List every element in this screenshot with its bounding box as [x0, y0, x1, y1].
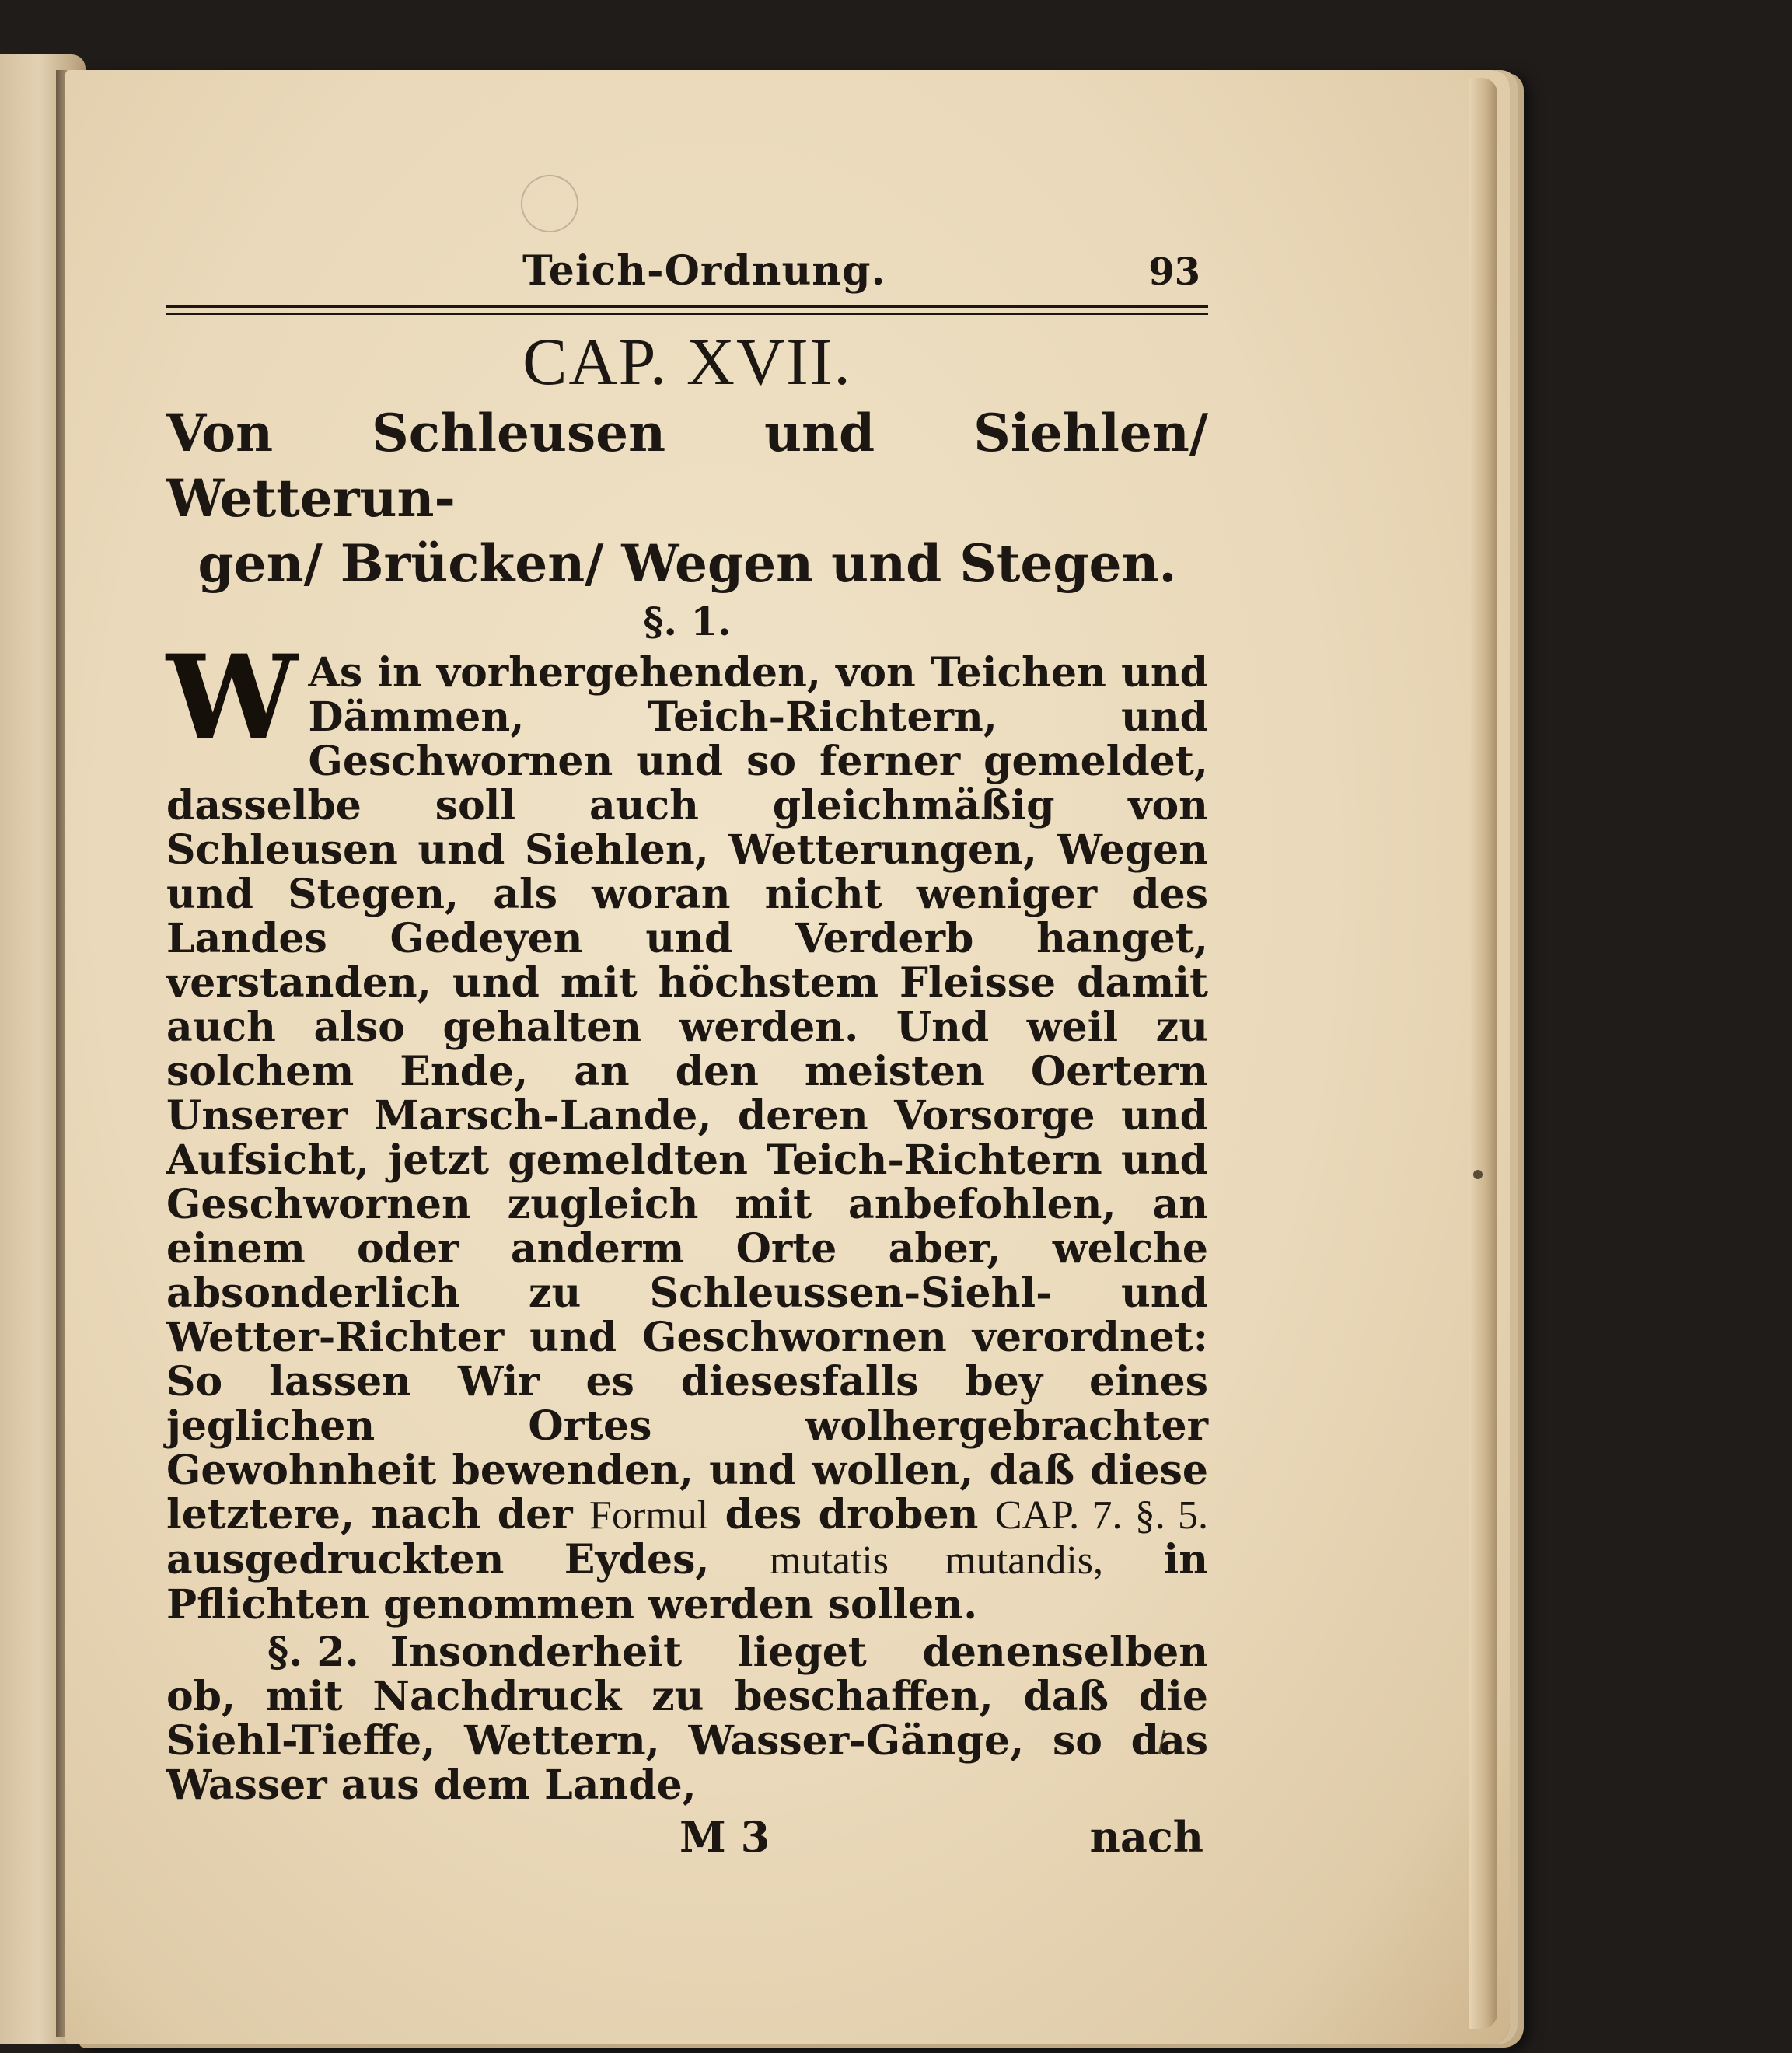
drop-cap-initial: W — [166, 630, 298, 766]
paragraph-2 — [166, 1630, 1208, 1807]
chapter-heading-line-1: Von Schleusen und Siehlen/ Wetterun- — [166, 403, 1208, 529]
section-2-mark: §. 2. — [267, 1629, 359, 1676]
roman-word-formul: Formul — [589, 1493, 709, 1538]
roman-latin-phrase: mutatis mutandis, — [769, 1538, 1104, 1583]
paragraph-1-text: As in vorhergehenden, von Teichen und Dämmen, Teich-Richtern, und Geschwornen und so ferner gemeldet, dasselbe soll auch gleichmäßig von Schleusen und Siehlen, Wetterungen, Wegen und Stegen, als woran nicht weniger des Landes Gedeyen und Verderb hanget, verstanden, und mit höchstem Fleisse damit auch also gehalten werden. Und weil zu solchem Ende, an den meisten Oertern Unserer Marsch-Lande, deren Vorsorge und Aufsicht, jetzt gemeldten Teich-Richtern und Geschwornen zugleich mit anbefohlen, an einem oder anderm Orte aber, welche absonderlich zu Schleussen-Siehl- und Wetter-Richter und Geschwornen verordnet: So lassen Wir es diesesfalls bey eines jeglichen Ortes wolhergebrachter Gewohnheit bewenden, und wollen, daß diese letztere, nach der — [166, 649, 1208, 1538]
section-1-mark: §. 1. — [643, 599, 732, 644]
page-number: 93 — [1148, 250, 1200, 294]
catchword: nach — [1089, 1812, 1203, 1862]
running-title: Teich-Ordnung. — [522, 247, 886, 295]
running-head — [166, 233, 1208, 303]
page-footer — [166, 1812, 1208, 1866]
page-text-block — [166, 233, 1208, 1866]
paragraph-1-text-4: in Pflichten genommen werden sollen. — [166, 1536, 1209, 1629]
chapter-heading-line-2: gen/ Brücken/ Wegen und Stegen. — [197, 533, 1177, 594]
paragraph-1-text-2: des droben — [725, 1491, 979, 1538]
head-rule — [166, 305, 1208, 315]
signature-mark: M 3 — [679, 1812, 770, 1862]
paragraph-1-text-3: ausgedruckten Eydes, — [166, 1536, 710, 1583]
page-stack-edge — [1469, 78, 1497, 2029]
paragraph-1 — [166, 630, 1209, 1629]
chapter-number: CAP. XVII. — [522, 324, 852, 399]
ink-spot — [1473, 1170, 1483, 1179]
roman-cap-reference: CAP. 7. §. 5. — [994, 1493, 1208, 1538]
paragraph-2-text: Insonderheit lieget denenselben ob, mit Nachdruck zu beschaffen, daß die Siehl-Tieffe, Wettern, Wasser-Gänge, so das Wasser aus dem Lande, — [166, 1629, 1208, 1809]
